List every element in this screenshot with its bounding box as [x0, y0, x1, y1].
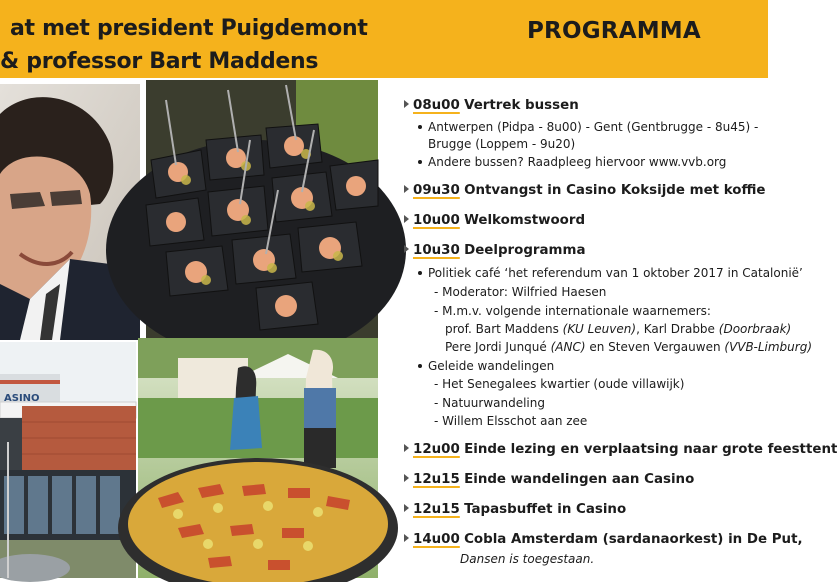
program-item: [404, 243, 586, 258]
program-subitem: [418, 120, 758, 134]
program-subitem-line: - Het Senegalees kwartier (oude villawijk): [434, 377, 685, 391]
observers-line-1: [445, 322, 791, 336]
program-text: Tapasbuffet in Casino: [464, 502, 627, 517]
caret-right-icon: [404, 100, 409, 108]
observer-org: (KU Leuven): [562, 322, 637, 336]
program-text: Deelprogramma: [464, 243, 586, 258]
observer-org: (Doorbraak): [718, 322, 792, 336]
program-text: Ontvangst in Casino Koksijde met koffie: [464, 183, 766, 198]
event-headline: [0, 12, 368, 78]
caret-right-icon: [404, 504, 409, 512]
program-subitem-line: - Natuurwandeling: [434, 396, 545, 410]
program-item: [404, 442, 837, 457]
program-note: Dansen is toegestaan.: [460, 552, 595, 566]
program-subitem: [418, 155, 726, 169]
subitem-text: Andere bussen? Raadpleeg hiervoor www.vvb.org: [428, 155, 727, 169]
program-item: [404, 532, 803, 547]
program-subitem-continued: Brugge (Loppem - 9u20): [428, 137, 576, 151]
program-time: 10u30: [413, 243, 460, 258]
program-item: [404, 502, 626, 517]
observer-name: Pere Jordi Junqué: [445, 340, 547, 354]
program-item: [404, 98, 579, 113]
food-photo: [146, 80, 378, 338]
program-time: 14u00: [413, 532, 460, 547]
program-title: PROGRAMMA: [527, 18, 701, 44]
subitem-text: Politiek café ‘het referendum van 1 oktober 2017 in Catalonië’: [428, 266, 803, 280]
program-item: [404, 183, 766, 198]
observer-name: en Steven Vergauwen: [585, 340, 721, 354]
program-time: 09u30: [413, 183, 460, 198]
program-time: 12u15: [413, 472, 460, 487]
casino-sign: ASINO: [4, 393, 40, 404]
program-text: Einde wandelingen aan Casino: [464, 472, 695, 487]
program-subitem-line: - Moderator: Wilfried Haesen: [434, 285, 607, 299]
bullet-icon: [418, 271, 422, 275]
program-text: Cobla Amsterdam (sardanaorkest) in De Put,: [464, 532, 803, 547]
program-time: 12u15: [413, 502, 460, 517]
program-item: [404, 472, 694, 487]
caret-right-icon: [404, 185, 409, 193]
program-item: [404, 213, 585, 228]
observer-org: (ANC): [550, 340, 586, 354]
program-subitem-line: - M.m.v. volgende internationale waarnemers:: [434, 304, 711, 318]
program-text: Welkomstwoord: [464, 213, 586, 228]
caret-right-icon: [404, 534, 409, 542]
casino-photo: [0, 342, 136, 578]
program-time: 08u00: [413, 98, 460, 113]
header-banner: [0, 0, 768, 78]
subitem-text: Antwerpen (Pidpa - 8u00) - Gent (Gentbrugge - 8u45) -: [428, 120, 759, 134]
bullet-icon: [418, 125, 422, 129]
program-subitem-line: - Willem Elsschot aan zee: [434, 414, 588, 428]
bullet-icon: [418, 364, 422, 368]
program-time: 12u00: [413, 442, 460, 457]
observer-name: prof. Bart Maddens: [445, 322, 559, 336]
headline-line-2: & professor Bart Maddens: [0, 49, 319, 74]
caret-right-icon: [404, 474, 409, 482]
subitem-text: Geleide wandelingen: [428, 359, 555, 373]
program-subitem: [418, 359, 554, 373]
caret-right-icon: [404, 245, 409, 253]
caret-right-icon: [404, 444, 409, 452]
program-text: Vertrek bussen: [464, 98, 579, 113]
program-text: Einde lezing en verplaatsing naar grote feesttent: [464, 442, 837, 457]
observer-name: , Karl Drabbe: [636, 322, 715, 336]
program-time: 10u00: [413, 213, 460, 228]
headline-line-1: at met president Puigdemont: [10, 16, 368, 41]
paella-photo: [138, 338, 378, 578]
observers-line-2: [445, 340, 812, 354]
program-schedule: [404, 92, 837, 578]
caret-right-icon: [404, 215, 409, 223]
program-subitem: [418, 266, 803, 280]
observer-org: (VVB-Limburg): [724, 340, 813, 354]
bullet-icon: [418, 160, 422, 164]
